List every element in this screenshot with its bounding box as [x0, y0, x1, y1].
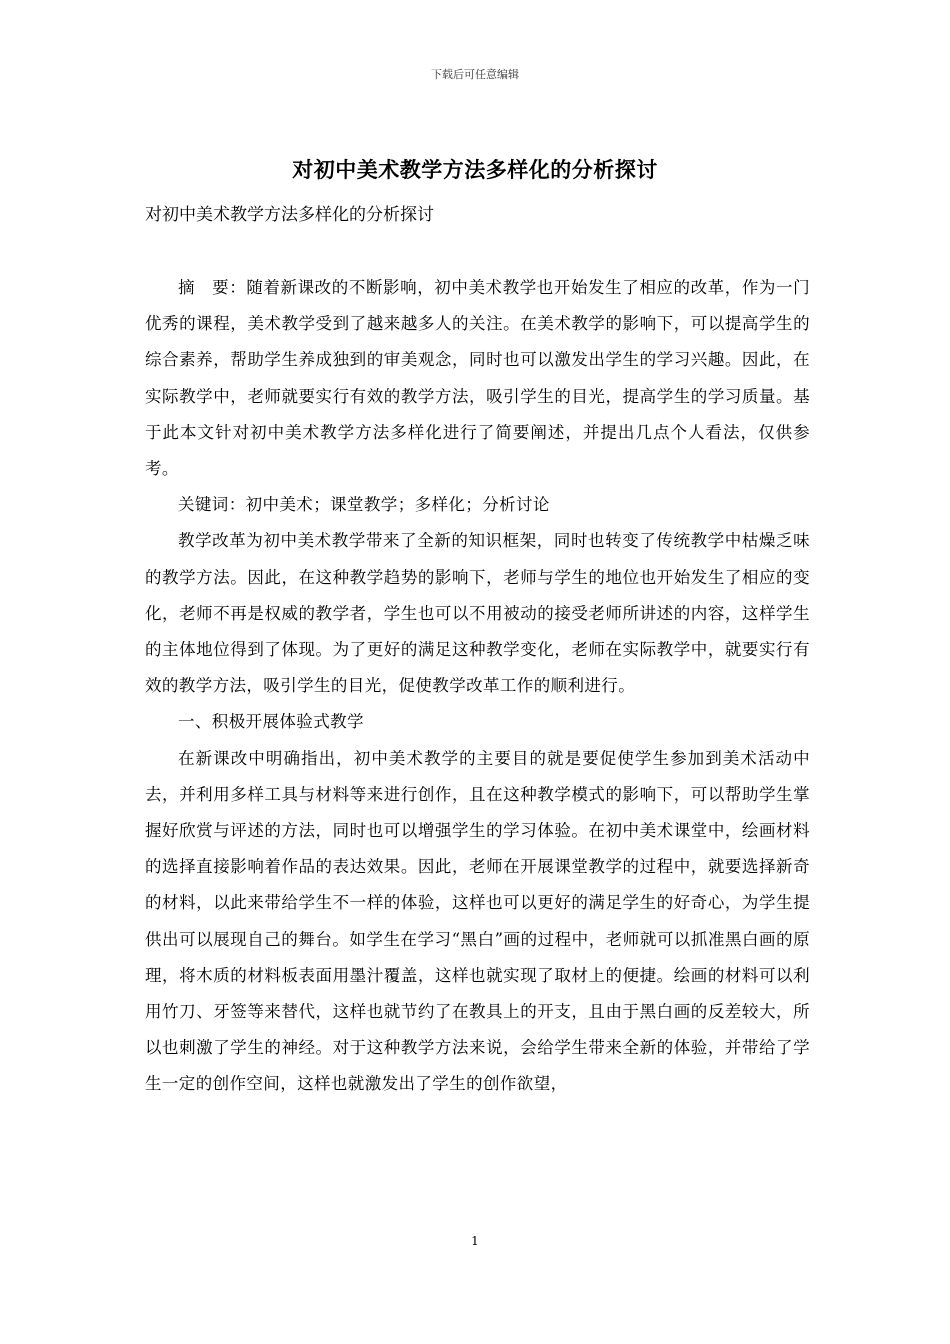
page-number: 1 [471, 1234, 479, 1248]
document-body [145, 270, 810, 1103]
document-title: 对初中美术教学方法多样化的分析探讨 [292, 157, 658, 182]
section-heading: 一、积极开展体验式教学 [178, 712, 364, 732]
intro-paragraph: 教学改革为初中美术教学带来了全新的知识框架，同时也转变了传统教学中枯燥乏味的教学方法。因此，在这种教学趋势的影响下，老师与学生的地位也开始发生了相应的变化，老师不再是权威的教学者，学生也可以不用被动的接受老师所讲述的内容，这样学生的主体地位得到了体现。为了更好的满足这种教学变化，老师在实际教学中，就要实行有效的教学方法，吸引学生的目光，促使教学改革工作的顺利进行。 [145, 531, 810, 696]
header-note: 下载后可任意编辑 [431, 68, 519, 81]
keywords-paragraph: 关键词：初中美术；课堂教学；多样化；分析讨论 [178, 495, 550, 515]
document-subtitle: 对初中美术教学方法多样化的分析探讨 [145, 205, 434, 225]
body-paragraph: 在新课改中明确指出，初中美术教学的主要目的就是要促使学生参加到美术活动中去，并利用多样工具与材料等来进行创作，且在这种教学模式的影响下，可以帮助学生掌握好欣赏与评述的方法，同时也可以增强学生的学习体验。在初中美术课堂中，绘画材料的选择直接影响着作品的表达效果。因此，老师在开展课堂教学的过程中，就要选择新奇的材料，以此来带给学生不一样的体验，这样也可以更好的满足学生的好奇心，为学生提供出可以展现自己的舞台。如学生在学习“黑白”画的过程中，老师就可以抓准黑白画的原理，将木质的材料板表面用墨汁覆盖，这样也就实现了取材上的便捷。绘画的材料可以利用竹刀、牙签等来替代，这样也就节约了在教具上的开支，且由于黑白画的反差较大，所以也刺激了学生的神经。对于这种教学方法来说，会给学生带来全新的体验，并带给了学生一定的创作空间，这样也就激发出了学生的创作欲望， [145, 748, 810, 1094]
abstract-paragraph: 摘 要：随着新课改的不断影响，初中美术教学也开始发生了相应的改革，作为一门优秀的课程，美术教学受到了越来越多人的关注。在美术教学的影响下，可以提高学生的综合素养，帮助学生养成独到的审美观念，同时也可以激发出学生的学习兴趣。因此，在实际教学中，老师就要实行有效的教学方法，吸引学生的目光，提高学生的学习质量。基于此本文针对初中美术教学方法多样化进行了简要阐述，并提出几点个人看法，仅供参考。 [145, 278, 810, 479]
